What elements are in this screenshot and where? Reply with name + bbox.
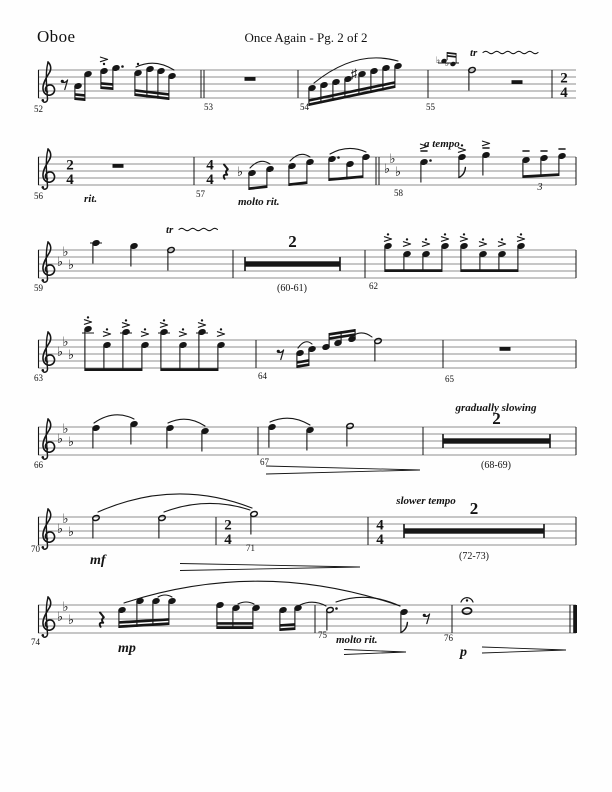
accent-icon (217, 332, 224, 337)
eighth-flag (401, 623, 408, 633)
measure-number: 53 (204, 102, 213, 112)
time-signature: 4 (206, 172, 214, 188)
treble-clef-icon (46, 419, 48, 456)
staccato-dot-icon (106, 328, 108, 330)
staccato-dot-icon (220, 328, 222, 330)
augmentation-dot (429, 159, 432, 162)
treble-clef-icon (43, 332, 55, 365)
accent-icon (122, 323, 129, 328)
key-signature-flat-icon: ♭ (394, 164, 402, 179)
beam (280, 627, 295, 631)
measure-number: 67 (260, 457, 269, 467)
tempo-text: rit. (84, 193, 98, 205)
beam (461, 269, 518, 272)
key-signature-flat-icon: ♭ (62, 334, 69, 349)
staccato-dot-icon (201, 319, 203, 321)
time-signature: 2 (224, 517, 232, 534)
whole-rest (245, 77, 256, 81)
staccato-dot-icon (87, 316, 89, 318)
final-barline (573, 605, 577, 633)
treble-clef-icon (43, 419, 55, 452)
treble-clef-icon (46, 62, 48, 99)
accent-icon (422, 242, 429, 247)
treble-clef-icon (46, 332, 48, 369)
accent-icon (100, 57, 107, 62)
multirest-number: 2 (492, 409, 501, 428)
tempo-text: a tempo (424, 138, 460, 150)
key-signature-flat-icon: ♭ (62, 599, 69, 614)
time-signature: 4 (66, 172, 74, 188)
measure-range: (68-69) (481, 460, 511, 471)
key-signature-flat-icon: ♭ (56, 521, 64, 536)
staccato-dot-icon (520, 233, 522, 235)
staccato-dot-icon (425, 238, 427, 240)
treble-clef-icon (42, 369, 45, 372)
treble-clef-icon (42, 99, 45, 102)
staccato-dot-icon (125, 319, 127, 321)
accent-icon (482, 141, 489, 146)
accent-icon (441, 237, 448, 242)
beam (217, 626, 253, 629)
treble-clef-icon (42, 456, 45, 459)
decrescendo-hairpin-icon (180, 567, 360, 571)
staccato-dot-icon (406, 238, 408, 240)
flat-icon: ♭ (236, 164, 244, 179)
flat-icon: ♭ (435, 55, 441, 65)
augmentation-dot (121, 65, 124, 68)
decrescendo-hairpin-icon (180, 564, 360, 568)
measure-number: 71 (246, 543, 255, 553)
beam (385, 269, 442, 272)
staccato-dot-icon (144, 328, 146, 330)
time-signature: 4 (206, 157, 214, 174)
key-signature-flat-icon: ♭ (67, 257, 75, 272)
time-signature: 4 (224, 532, 232, 548)
beam (75, 93, 85, 97)
beam (309, 85, 395, 106)
decrescendo-hairpin-icon (344, 652, 406, 655)
measure-number: 76 (444, 633, 453, 643)
quarter-rest (100, 613, 104, 627)
measure-number: 56 (34, 191, 43, 201)
accent-icon (84, 320, 91, 325)
accent-icon (384, 237, 391, 242)
accent-icon (403, 242, 410, 247)
slur (168, 419, 205, 426)
measure-number: 54 (300, 102, 309, 112)
half-rest (512, 80, 523, 84)
treble-clef-icon (42, 634, 45, 637)
decrescendo-hairpin-icon (482, 650, 566, 653)
measure-number: 75 (318, 630, 327, 640)
dynamic-text: p (460, 645, 467, 660)
decrescendo-hairpin-icon (266, 470, 420, 474)
tempo-text: slower tempo (396, 495, 456, 507)
slur (250, 161, 270, 168)
beam (297, 359, 309, 364)
flat-icon: ♭ (444, 58, 450, 68)
decrescendo-hairpin-icon (482, 647, 566, 650)
measure-number: 55 (426, 102, 435, 112)
treble-clef-icon (43, 597, 55, 630)
slur (124, 581, 400, 606)
treble-clef-icon (46, 597, 48, 634)
trill-wave-icon (483, 51, 538, 53)
beam (447, 52, 456, 55)
key-signature-flat-icon: ♭ (56, 254, 64, 269)
key-signature-flat-icon: ♭ (62, 421, 69, 436)
key-signature-flat-icon: ♭ (67, 347, 75, 362)
beam (101, 82, 113, 86)
measure-number: 59 (34, 283, 43, 293)
whole-rest (500, 347, 511, 351)
staccato-dot-icon (103, 63, 105, 65)
measure-number: 74 (31, 637, 40, 647)
treble-clef-icon (46, 242, 48, 279)
key-signature-flat-icon: ♭ (56, 344, 64, 359)
measure-number: 64 (258, 371, 267, 381)
staccato-dot-icon (182, 328, 184, 330)
dynamic-text: mf (90, 553, 106, 568)
treble-clef-icon (43, 149, 55, 182)
page-title: Once Again - Pg. 2 of 2 (244, 30, 368, 45)
accent-icon (498, 242, 505, 247)
augmentation-dot (337, 156, 340, 159)
multirest-number: 2 (469, 499, 479, 518)
slur (238, 602, 254, 604)
key-signature-flat-icon: ♭ (62, 511, 69, 526)
time-signature: 4 (376, 517, 384, 534)
accent-icon (198, 323, 205, 328)
treble-clef-icon (43, 62, 55, 95)
time-signature: 2 (66, 157, 74, 174)
staccato-dot-icon (463, 233, 465, 235)
measure-number: 65 (445, 374, 454, 384)
key-signature-flat-icon: ♭ (67, 434, 75, 449)
slur (164, 503, 250, 512)
slur (330, 148, 366, 154)
multirest-number: 2 (288, 232, 297, 251)
staccato-dot-icon (501, 238, 503, 240)
staccato-dot-icon (444, 233, 446, 235)
accent-icon (141, 332, 148, 337)
quarter-rest (224, 165, 228, 179)
measure-range: (72-73) (459, 551, 489, 562)
decrescendo-hairpin-icon (344, 650, 406, 653)
accent-icon (160, 323, 167, 328)
measure-range: (60-61) (277, 283, 307, 294)
tempo-text: molto rit. (336, 634, 378, 646)
treble-clef-icon (42, 279, 45, 282)
dynamic-text: mp (118, 641, 136, 656)
slur (270, 418, 310, 425)
beam (217, 622, 253, 625)
key-signature-flat-icon: ♭ (62, 244, 69, 259)
beam (249, 185, 267, 190)
measure-number: 70 (31, 544, 40, 554)
staccato-dot-icon (163, 319, 165, 321)
slur (136, 63, 174, 70)
key-signature-flat-icon: ♭ (56, 431, 64, 446)
slur (94, 415, 134, 423)
tempo-text: molto rit. (238, 196, 280, 208)
treble-clef-icon (43, 242, 55, 275)
key-signature-flat-icon: ♭ (389, 151, 396, 166)
note-head (450, 62, 455, 67)
accent-icon (479, 242, 486, 247)
treble-clef-icon (43, 509, 55, 542)
accent-icon (103, 332, 110, 337)
sharp-icon: ♯ (350, 66, 358, 81)
decrescendo-hairpin-icon (266, 466, 420, 470)
staccato-dot-icon (461, 144, 463, 146)
trill-icon: tr (470, 47, 478, 59)
beam (101, 86, 113, 90)
tempo-text: gradually slowing (455, 402, 537, 414)
whole-rest (113, 164, 124, 168)
beam (85, 368, 142, 371)
fermata-icon (466, 599, 468, 601)
accent-icon (517, 237, 524, 242)
trill-icon: tr (166, 224, 174, 236)
augmentation-dot (335, 607, 338, 610)
beam (297, 363, 309, 368)
whole-note (462, 607, 472, 614)
slur (98, 494, 252, 512)
multimeasure-rest (404, 528, 544, 533)
slur (158, 595, 172, 597)
time-signature: 4 (560, 85, 568, 101)
treble-clef-icon (42, 186, 45, 189)
beam (329, 175, 363, 181)
multimeasure-rest (443, 438, 550, 443)
multimeasure-rest (245, 261, 340, 266)
key-signature-flat-icon: ♭ (67, 524, 75, 539)
eighth-flag (459, 168, 466, 178)
measure-number: 62 (369, 281, 378, 291)
measure-number: 52 (34, 104, 43, 114)
trill-wave-icon (179, 228, 218, 230)
treble-clef-icon (46, 509, 48, 546)
staccato-dot-icon (137, 63, 139, 65)
time-signature: 4 (376, 532, 384, 548)
measure-number: 57 (196, 189, 205, 199)
key-signature-flat-icon: ♭ (383, 161, 391, 176)
measure-number: 66 (34, 460, 43, 470)
key-signature-flat-icon: ♭ (67, 612, 75, 627)
key-signature-flat-icon: ♭ (56, 609, 64, 624)
accent-icon (179, 332, 186, 337)
accent-icon (460, 237, 467, 242)
slur (354, 333, 372, 337)
staccato-dot-icon (482, 238, 484, 240)
measure-number: 63 (34, 373, 43, 383)
staccato-dot-icon (387, 233, 389, 235)
time-signature: 2 (560, 70, 568, 87)
treble-clef-icon (46, 149, 48, 186)
slur (290, 154, 310, 161)
treble-clef-icon (42, 546, 45, 549)
tuplet-number: 3 (537, 182, 543, 193)
measure-number: 58 (394, 188, 403, 198)
instrument-name: Oboe (37, 27, 76, 46)
beam (161, 368, 218, 371)
